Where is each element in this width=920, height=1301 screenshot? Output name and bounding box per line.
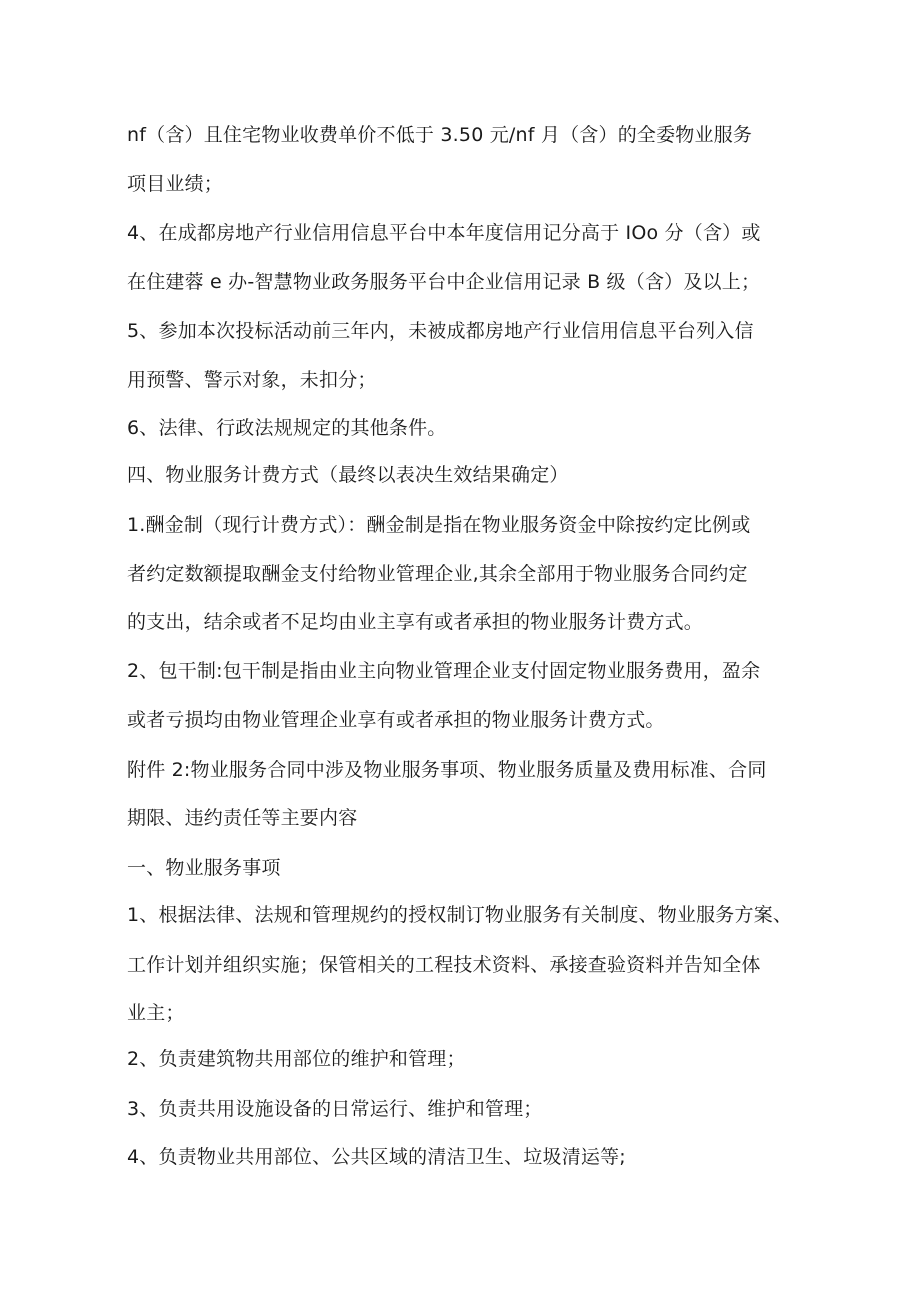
paragraph-line: 附件 2:物业服务合同中涉及物业服务事项、物业服务质量及费用标准、合同 xyxy=(127,759,767,781)
paragraph-line: 工作计划并组织实施；保管相关的工程技术资料、承接查验资料并告知全体 xyxy=(127,954,761,976)
paragraph-line: 4、在成都房地产行业信用信息平台中本年度信用记分高于 IOo 分（含）或 xyxy=(127,222,761,244)
paragraph-line: 或者亏损均由物业管理企业享有或者承担的物业服务计费方式。 xyxy=(127,709,665,731)
paragraph-line: nf（含）且住宅物业收费单价不低于 3.50 元/nf 月（含）的全委物业服务 xyxy=(127,124,753,146)
paragraph-line: 6、法律、行政法规规定的其他条件。 xyxy=(127,417,447,439)
paragraph-line: 在住建蓉 e 办-智慧物业政务服务平台中企业信用记录 B 级（含）及以上； xyxy=(127,271,761,293)
section-heading: 四、物业服务计费方式（最终以表决生效结果确定） xyxy=(127,464,569,486)
paragraph-line: 5、参加本次投标活动前三年内，未被成都房地产行业信用信息平台列入信 xyxy=(127,320,754,342)
section-heading: 一、物业服务事项 xyxy=(127,857,281,879)
paragraph-line: 4、负责物业共用部位、公共区域的清洁卫生、垃圾清运等; xyxy=(127,1146,626,1168)
paragraph-line: 3、负责共用设施设备的日常运行、维护和管理； xyxy=(127,1098,543,1120)
paragraph-line: 的支出，结余或者不足均由业主享有或者承担的物业服务计费方式。 xyxy=(127,611,704,633)
paragraph-line: 1、根据法律、法规和管理规约的授权制订物业服务有关制度、物业服务方案、 xyxy=(127,904,793,926)
paragraph-line: 2、包干制:包干制是指由业主向物业管理企业支付固定物业服务费用，盈余 xyxy=(127,660,761,682)
paragraph-line: 1.酬金制（现行计费方式）：酬金制是指在物业服务资金中除按约定比例或 xyxy=(127,514,751,536)
paragraph-line: 业主； xyxy=(127,1002,185,1024)
paragraph-line: 期限、违约责任等主要内容 xyxy=(127,807,358,829)
paragraph-line: 用预警、警示对象，未扣分； xyxy=(127,369,377,391)
paragraph-line: 项目业绩； xyxy=(127,173,224,195)
paragraph-line: 者约定数额提取酬金支付给物业管理企业,其余全部用于物业服务合同约定 xyxy=(127,563,748,585)
paragraph-line: 2、负责建筑物共用部位的维护和管理； xyxy=(127,1048,466,1070)
